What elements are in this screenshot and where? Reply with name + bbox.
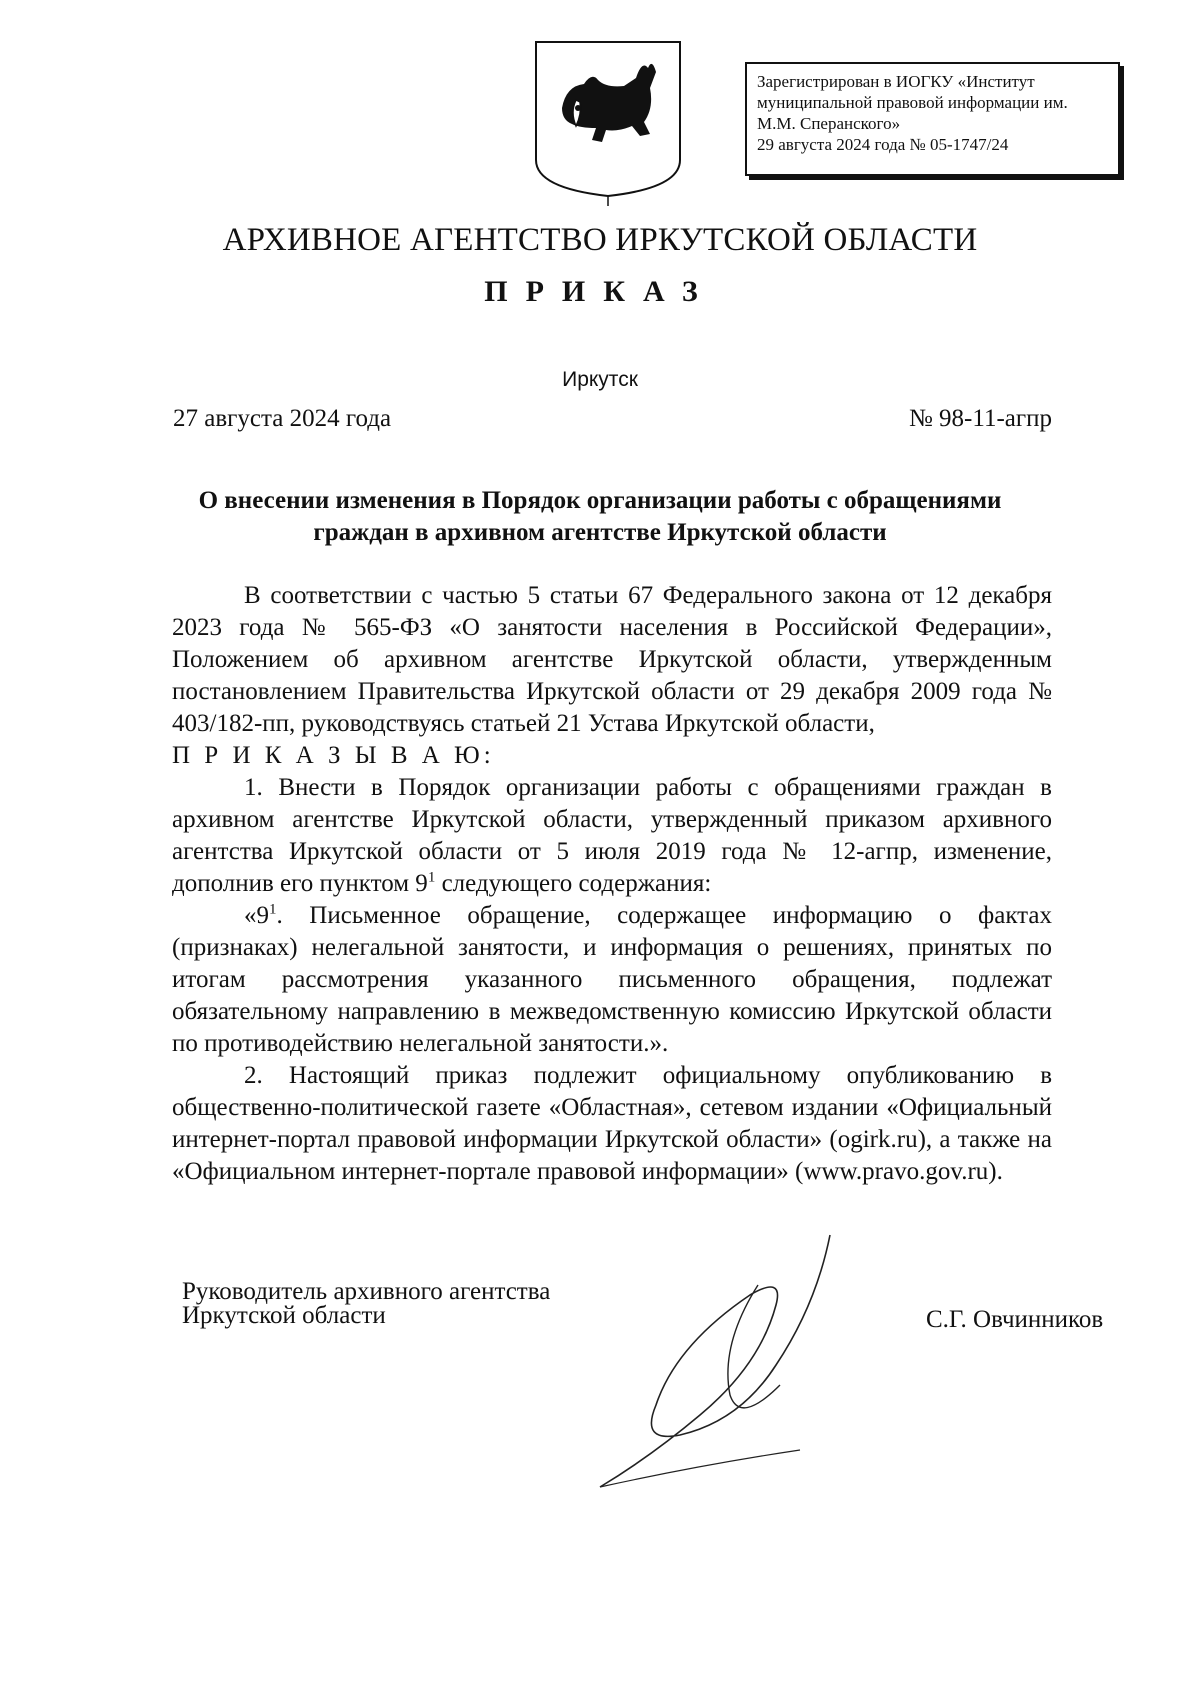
title-line: О внесении изменения в Порядок организации работы с обращениями — [198, 487, 1002, 514]
document-number: № 98-11-агпр — [908, 405, 1052, 432]
item-2-paragraph: 2. Настоящий приказ подлежит официальному опубликованию в общественно-политической газете «Областная», сетевом издании «Официальный интернет-портал правовой информации Иркутской области» (ogirk.ru), а также на «Официальном интернет-портале правовой информации» (www.pravo.gov.ru). — [172, 1062, 1052, 1185]
document-title — [150, 485, 1050, 549]
signatory-name: С.Г. Овчинников — [926, 1306, 1104, 1333]
position-line: Иркутской области — [182, 1302, 386, 1329]
signatory-position — [182, 1280, 550, 1328]
item-1-text: 1. Внести в Порядок организации работы с обращениями граждан в архивном агентстве Иркутской области, утвержденный приказом архивного агентства Иркутской области от 5 июля 2019 года № 12-агпр, изменение, дополнив его пунктом 9 — [172, 774, 1052, 897]
preamble-paragraph: В соответствии с частью 5 статьи 67 Федерального закона от 12 декабря 2023 года № 565-ФЗ «О занятости населения в Российской Федерации», Положением об архивном агентстве Иркутской области, утвержденным постановлением Правительства Иркутской области от 29 декабря 2009 года № 403/182-пп, руководствуясь статьей 21 Устава Иркутской области, — [172, 582, 1052, 737]
document-date: 27 августа 2024 года — [173, 405, 392, 432]
item-1-tail: следующего содержания: — [435, 870, 712, 897]
document-body — [172, 580, 1052, 1188]
registration-line: 29 августа 2024 года № 05-1747/24 — [757, 135, 1009, 154]
quote-text: . Письменное обращение, содержащее информацию о фактах (признаках) нелегальной занятости, и информация о решениях, принятых по итогам рассмотрения указанного письменного обращения, подлежат обязательному направлению в межведомственную комиссию Иркутской области по противодействию нелегальной занятости.». — [172, 902, 1052, 1057]
title-line: граждан в архивном агентстве Иркутской области — [313, 519, 887, 546]
coat-of-arms-icon — [532, 38, 684, 208]
superscript: 1 — [269, 901, 277, 918]
city: Иркутск — [562, 368, 638, 391]
document-type: ПРИКАЗ — [484, 275, 716, 308]
quote-paragraph — [172, 900, 1052, 1060]
item-1-paragraph — [172, 772, 1052, 900]
registration-line: муниципальной правовой информации им. — [757, 93, 1068, 112]
handwritten-signature-icon — [580, 1225, 880, 1495]
registration-line: М.М. Сперанского» — [757, 114, 901, 133]
quote-start: «9 — [244, 902, 269, 929]
position-line: Руководитель архивного агентства — [182, 1278, 551, 1305]
registration-stamp — [745, 62, 1120, 176]
order-word: П Р И К А З Ы В А Ю: — [172, 742, 495, 769]
superscript: 1 — [427, 869, 436, 886]
registration-line: Зарегистрирован в ИОГКУ «Институт — [757, 72, 1035, 91]
agency-name: АРХИВНОЕ АГЕНТСТВО ИРКУТСКОЙ ОБЛАСТИ — [222, 222, 978, 258]
